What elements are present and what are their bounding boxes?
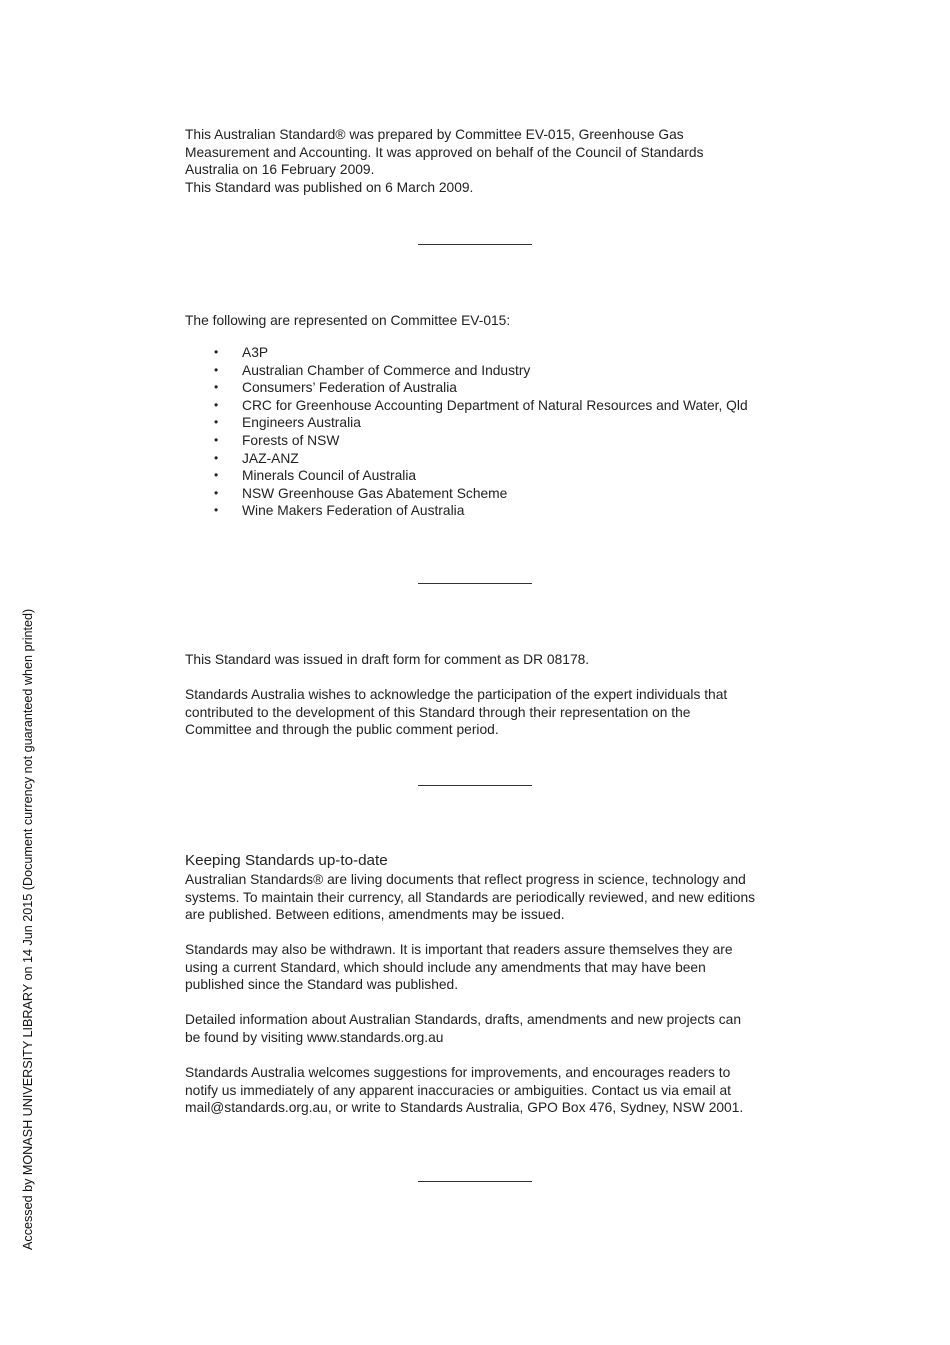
list-item — [185, 432, 805, 450]
acknowledgement-line: Standards Australia wishes to acknowledge the participation of the expert individuals that — [185, 687, 728, 702]
list-item — [185, 379, 805, 397]
draft-issued-text: This Standard was issued in draft form for comment as DR 08178. — [185, 652, 590, 667]
bullet-icon: • — [214, 380, 219, 395]
approval-paragraph — [185, 126, 785, 196]
paragraph-line: Standards Australia welcomes suggestions for improvements, and encourages readers to — [185, 1065, 731, 1080]
bullet-icon: • — [214, 345, 219, 359]
member-name: A3P — [242, 345, 269, 360]
list-item — [185, 397, 805, 415]
paragraph-line: mail@standards.org.au, or write to Standards Australia, GPO Box 476, Sydney, NSW 2001. — [185, 1100, 744, 1116]
paragraph-line: are published. Between editions, amendments may be issued. — [185, 907, 565, 923]
list-item — [185, 362, 805, 380]
paragraph-line: systems. To maintain their currency, all Standards are periodically reviewed, and new editions — [185, 889, 756, 905]
bullet-icon: • — [214, 485, 219, 500]
acknowledgement-line: contributed to the development of this Standard through their representation on the — [185, 704, 691, 720]
list-item — [185, 485, 805, 503]
paragraph-line: notify us immediately of any apparent inaccuracies or ambiguities. Contact us via email at — [185, 1082, 732, 1098]
draft-paragraph — [185, 651, 785, 669]
acknowledgement-paragraph — [185, 686, 785, 739]
section-divider — [418, 785, 532, 786]
section-divider — [418, 244, 532, 245]
bullet-icon: • — [214, 397, 219, 412]
keeping-paragraph-3 — [185, 1011, 785, 1046]
member-name: Engineers Australia — [242, 415, 361, 431]
paragraph-line: Australian Standards® are living documents that reflect progress in science, technology and — [185, 872, 746, 887]
list-item — [185, 414, 805, 432]
list-item — [185, 502, 805, 520]
paragraph-line: published since the Standard was published. — [185, 977, 459, 993]
access-watermark-note: Accessed by MONASH UNIVERSITY LIBRARY on 14 Jun 2015 (Document currency not guaranteed when printed) — [21, 608, 35, 1250]
member-name: Forests of NSW — [242, 432, 340, 448]
member-name: Australian Chamber of Commerce and Industry — [242, 362, 531, 378]
member-name: CRC for Greenhouse Accounting Department of Natural Resources and Water, Qld — [242, 397, 748, 413]
published-date-line: This Standard was published on 6 March 2009. — [185, 179, 474, 195]
member-name: Consumers’ Federation of Australia — [242, 380, 457, 396]
keeping-paragraph-2 — [185, 941, 785, 994]
committee-intro — [185, 312, 785, 330]
approval-line: Australia on 16 February 2009. — [185, 162, 375, 178]
acknowledgement-line: Committee and through the public comment period. — [185, 722, 499, 738]
keeping-paragraph-1 — [185, 871, 785, 924]
bullet-icon: • — [214, 450, 219, 465]
bullet-icon: • — [214, 503, 219, 518]
bullet-icon: • — [214, 362, 219, 377]
member-name: JAZ-ANZ — [242, 450, 299, 466]
keeping-standards-heading: Keeping Standards up-to-date — [185, 852, 388, 869]
committee-member-list — [185, 344, 805, 520]
paragraph-line: using a current Standard, which should include any amendments that may have been — [185, 959, 706, 975]
keeping-paragraph-4 — [185, 1064, 785, 1117]
member-name: NSW Greenhouse Gas Abatement Scheme — [242, 485, 508, 501]
list-item — [185, 450, 805, 468]
bullet-icon: • — [214, 468, 219, 483]
approval-line: This Australian Standard® was prepared by Committee EV-015, Greenhouse Gas — [185, 127, 684, 142]
paragraph-line: Standards may also be withdrawn. It is important that readers assure themselves they are — [185, 942, 733, 957]
bullet-icon: • — [214, 415, 219, 430]
list-item — [185, 344, 805, 362]
bullet-icon: • — [214, 432, 219, 447]
section-divider — [418, 1181, 532, 1182]
list-item — [185, 467, 805, 485]
member-name: Wine Makers Federation of Australia — [242, 503, 465, 519]
paragraph-line: be found by visiting www.standards.org.au — [185, 1029, 444, 1045]
committee-intro-text: The following are represented on Committee EV-015: — [185, 313, 511, 328]
paragraph-line: Detailed information about Australian Standards, drafts, amendments and new projects can — [185, 1012, 742, 1027]
member-name: Minerals Council of Australia — [242, 468, 417, 484]
section-divider — [418, 583, 532, 584]
approval-line: Measurement and Accounting. It was approved on behalf of the Council of Standards — [185, 144, 704, 160]
